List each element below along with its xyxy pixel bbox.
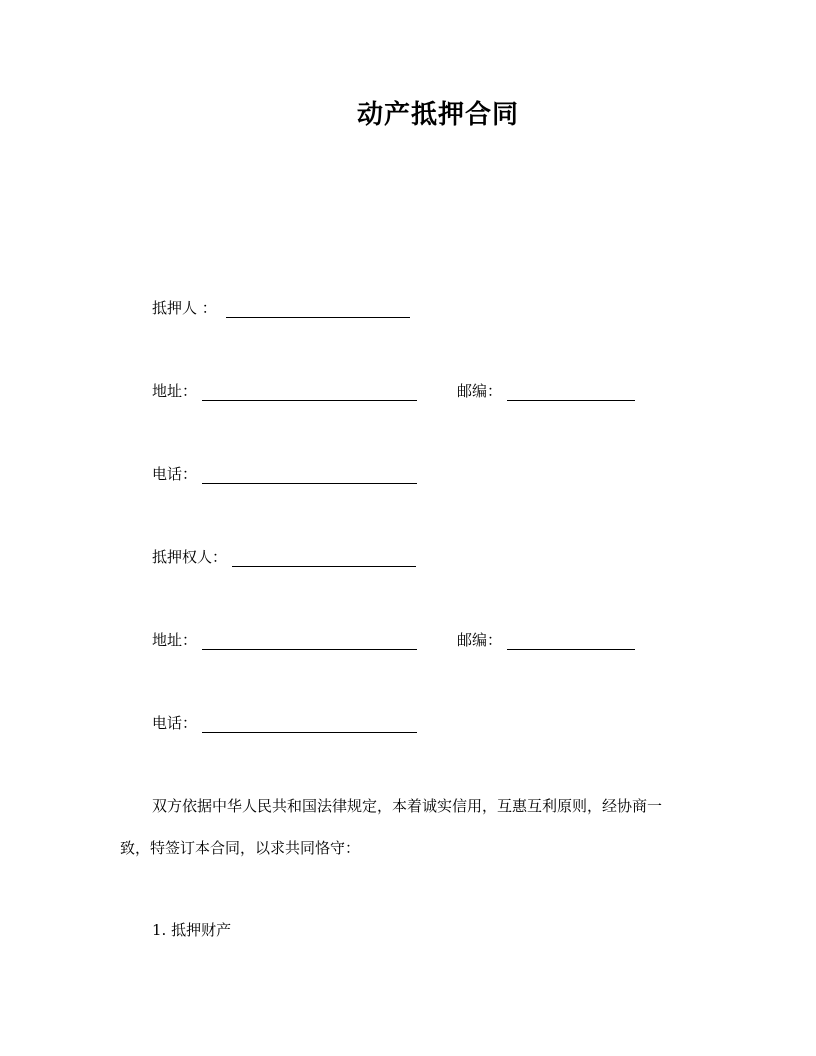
mortgagor-postcode-field (457, 381, 635, 401)
preamble-line-1: 双方依据中华人民共和国法律规定，本着诚实信用，互惠互利原则，经协商一 (152, 797, 663, 815)
mortgagor-phone-label: 电话： (152, 465, 198, 483)
mortgagee-name-blank[interactable] (232, 548, 416, 567)
mortgagor-address-field (152, 381, 417, 401)
preamble-line-2: 致，特签订本合同，以求共同恪守： (120, 839, 361, 857)
mortgagor-postcode-label: 邮编： (457, 382, 503, 400)
mortgagee-address-field (152, 630, 417, 650)
section-1-heading: 1. 抵押财产 (152, 921, 232, 939)
mortgagee-postcode-blank[interactable] (507, 631, 635, 650)
mortgagee-phone-label: 电话： (152, 714, 198, 732)
mortgagee-postcode-label: 邮编： (457, 631, 503, 649)
mortgagee-name-field (152, 547, 416, 567)
mortgagor-name-label: 抵押人 ： (152, 299, 217, 317)
mortgagee-address-label: 地址： (152, 631, 198, 649)
mortgagee-phone-field (152, 713, 417, 733)
mortgagor-name-field (152, 298, 410, 318)
document-title: 动产抵押合同 (356, 100, 519, 130)
mortgagor-address-blank[interactable] (202, 382, 417, 401)
mortgagor-address-label: 地址： (152, 382, 198, 400)
mortgagor-phone-blank[interactable] (202, 465, 417, 484)
mortgagee-address-blank[interactable] (202, 631, 417, 650)
mortgagor-name-blank[interactable] (226, 299, 410, 318)
mortgagor-phone-field (152, 464, 417, 484)
mortgagee-postcode-field (457, 630, 635, 650)
mortgagee-phone-blank[interactable] (202, 714, 417, 733)
mortgagor-postcode-blank[interactable] (507, 382, 635, 401)
mortgagee-name-label: 抵押权人： (152, 548, 228, 566)
